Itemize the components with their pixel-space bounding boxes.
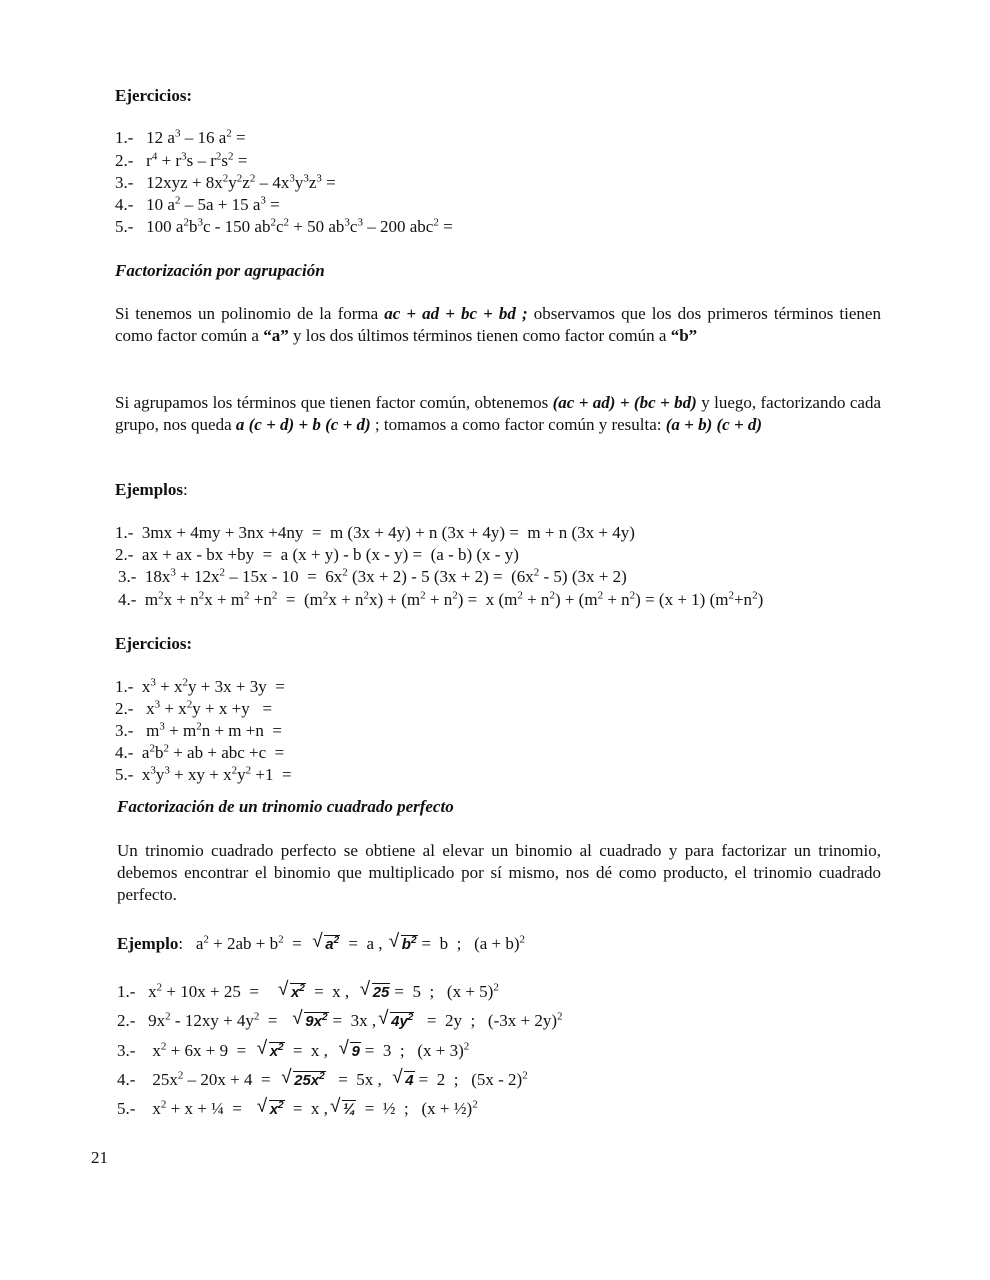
exercise-5: 5.- 100 $a^2b^3c - 150$ $ab^2c^2 + 50$ $ab^3c^3 - 200$ abc$^2$ = [115,216,453,236]
trinomio-example-2: 2.- $9x^2 - 12xy + 4y^2$ = √ $9x^2 = 3x$ ,√ $4y^2 = 2y$ ; $(-3x + 2y)^2$ [117,1011,563,1032]
example-3: 3.- $18x^3 + 12x^2 - 15x - 10 = 6x^2$ (3x + 2) - 5 $(3x + 2) = (6x^2 - 5) (3x + 2)$ [118,566,627,586]
exercise-4: 4.- 10 $a^2 - 5a + 15$ $a^3$ = [115,194,280,214]
example-2: 2.- ax + ax - bx +by = a (x + y) - b (x - y) = (a - b) (x - y) [115,545,519,564]
exercise-2-2: 2.- $x^3 + x^2y + x +y$ = [115,698,273,718]
paragraph-agrupacion-intro: Si tenemos un polinomio de la forma ac + ad + bc + bd ; observamos que los dos primeros términos tienen como factor común a “a” y los dos últimos términos tienen como factor común a “b” [115,304,881,345]
exercise-2-5: 5.- $x^3y^3$ + xy + $x^2y^2 +1$ = [115,764,292,784]
exercise-2-4: 4.- $a^2b^2$ + ab + abc +c = [115,742,285,762]
trinomio-example-5: 5.- $x^2 + x$ + ¼ = √ $x^2 = x$ ,√ ¼ = ½ ; (x + ½)$^2$ [117,1099,478,1120]
paragraph-agrupacion-steps: Si agrupamos los términos que tienen factor común, obtenemos (ac + ad) + (bc + bd) y luego, factorizando cada grupo, nos queda a (c + d) + b (c + d) ; tomamos a como factor común y resulta: (a + b) (c + d) [115,393,882,434]
exercise-1: 1.- 12 $a^3 - 16$ $a^2$ = [115,127,246,147]
section-title-ejercicios-2: Ejercicios: [115,634,193,653]
example-4: 4.- $m^2x + n^2x + m^2 +n^2 = (m^2x + n^2x) + (m^2 + n^2) = x$ $(m^2 + n^2) + (m^2 + n^2) = (x + 1)$ $(m^2+n^2)$ [118,589,764,609]
ejemplo-line: Ejemplo: $a^2 + 2ab + b^2$ = √ $a^2 = a$ , √ $b^2 = b$ ; $(a + b)^2$ [117,934,525,955]
example-1: 1.- 3mx + 4my + 3nx +4ny = m (3x + 4y) + n (3x + 4y) = m + n (3x + 4y) [115,523,635,542]
exercise-3: 3.- $12xyz + 8x^2y^2z^2 - 4x^3y^3z^3$ = [115,172,336,192]
exercise-2-3: 3.- $m^3 + m^2n + m +n$ = [115,720,282,740]
trinomio-example-3: 3.- $x^2 + 6x + 9$ = √ $x^2 = x$ , √ 9 = 3 ; $(x + 3)^2$ [117,1041,469,1062]
exercise-2: 2.- $r^4 + r^3s - r^2s^2$ = [115,150,248,170]
section-title-agrupacion: Factorización por agrupación [115,261,325,280]
section-title-ejemplos: Ejemplos: [115,480,188,499]
page-number: 21 [91,1148,108,1167]
trinomio-example-1: 1.- $x^2 + 10x + 25$ = √ $x^2 = x$ , √ 25 = 5 ; $(x + 5)^2$ [117,982,499,1003]
section-title-trinomio: Factorización de un trinomio cuadrado perfecto [117,797,454,816]
trinomio-example-4: 4.- $25x^2 - 20x + 4$ = √ $25x^2 = 5x$ , √ 4 = 2 ; (5x - 2)$^2$ [117,1070,528,1091]
section-title-ejercicios: Ejercicios: [115,86,193,105]
paragraph-trinomio: Un trinomio cuadrado perfecto se obtiene al elevar un binomio al cuadrado y para factorizar un trinomio, debemos encontrar el binomio que multiplicado por sí mismo, nos dé como producto, el trinomio cuadrado perfecto. [117,841,881,904]
exercise-2-1: 1.- $x^3 + x^2y + 3x + 3y$ = [115,676,285,696]
